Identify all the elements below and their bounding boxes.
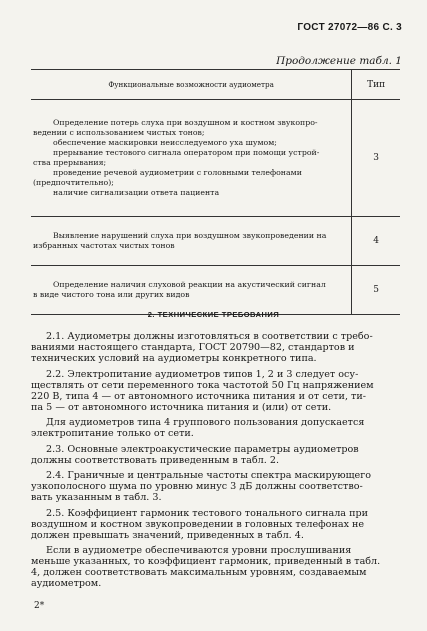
paragraph-2-2-note <box>31 417 400 439</box>
text-line: вать указанным в табл. 3. <box>31 492 162 503</box>
cell-line: в виде чистого тона или других видов <box>33 290 190 299</box>
text-line: 220 В, типа 4 — от автономного источника питания и от сети, ти- <box>31 390 366 402</box>
type-cell: 3 <box>352 100 400 217</box>
cell-line: обеспечение маскировки неисследуемого уха шумом; <box>53 138 277 147</box>
column-header-functions: Функциональные возможности аудиометра <box>31 70 352 100</box>
section-title: 2. ТЕХНИЧЕСКИЕ ТРЕБОВАНИЯ <box>147 310 280 319</box>
cell-line: ства прерывания; <box>33 158 107 167</box>
text-line: должен превышать значений, приведенных в табл. 4. <box>31 529 304 541</box>
text-line: 2.3. Основные электроакустические параметры аудиометров <box>46 443 359 455</box>
cell-line: прерывание тестового сигнала оператором при помощи устрой- <box>53 148 320 157</box>
text-line: воздушном и костном звукопроведении в головных телефонах не <box>31 518 365 530</box>
paragraph-2-3 <box>31 444 400 466</box>
text-line: узкополосного шума по уровню минус 3 дБ должны соответство- <box>31 481 363 492</box>
cell-line: проведение речевой аудиометрии с головными телефонами <box>53 168 302 177</box>
table-header-row <box>31 70 400 100</box>
text-line: технических условий на аудиометры конкретного типа. <box>31 353 317 364</box>
column-header-type: Тип <box>352 70 400 100</box>
text-line: па 5 — от автономного источника питания и (или) от сети. <box>31 401 332 413</box>
text-line: ществлять от сети переменного тока частотой 50 Гц напряжением <box>31 379 374 391</box>
paragraph-2-1 <box>31 331 400 364</box>
cell-line: Определение потерь слуха при воздушном и костном звукопро- <box>53 118 318 127</box>
paragraph-2-5-note <box>31 545 400 589</box>
text-line: 2.1. Аудиометры должны изготовляться в соответствии с требо- <box>46 331 373 342</box>
paragraph-2-2 <box>31 369 400 413</box>
text-line: должны соответствовать приведенным в табл. 2. <box>31 454 279 466</box>
text-line: Если в аудиометре обеспечиваются уровни прослушивания <box>46 545 352 556</box>
paragraph-2-5 <box>31 508 400 541</box>
table-row <box>31 266 400 315</box>
text-line: 4, должен соответствовать максимальным уровням, создаваемым <box>31 567 367 578</box>
function-cell <box>31 100 352 217</box>
functions-table <box>31 69 400 315</box>
cell-line: избранных частотах чистых тонов <box>33 241 175 250</box>
text-line: меньше указанных, то коэффициент гармоник, приведенный в табл. <box>31 556 381 567</box>
type-cell: 4 <box>352 217 400 266</box>
cell-line: наличие сигнализации ответа пациента <box>53 188 220 197</box>
table-row <box>31 217 400 266</box>
text-line: электропитание только от сети. <box>31 428 194 439</box>
cell-line: (предпочтительно); <box>33 178 114 187</box>
table-row <box>31 100 400 217</box>
page-header: ГОСТ 27072—86 С. 3 <box>297 22 402 33</box>
function-cell <box>31 266 352 315</box>
function-cell <box>31 217 352 266</box>
body-text <box>31 331 400 594</box>
text-line: 2.2. Электропитание аудиометров типов 1, 2 и 3 следует осу- <box>46 368 359 380</box>
text-line: 2.5. Коэффициент гармоник тестового тонального сигнала при <box>46 507 369 519</box>
text-line: аудиометром. <box>31 578 102 589</box>
text-line: 2.4. Граничные и центральные частоты спектра маскирующего <box>46 470 372 481</box>
type-cell: 5 <box>352 266 400 315</box>
cell-line: Определение наличия слуховой реакции на акустический сигнал <box>53 280 326 289</box>
page-footer-mark: 2* <box>34 601 45 611</box>
paragraph-2-4 <box>31 470 400 503</box>
cell-line: ведении с использованием чистых тонов; <box>33 128 205 137</box>
table-continuation-label: Продолжение табл. 1 <box>276 55 402 67</box>
text-line: ваниями настоящего стандарта, ГОСТ 20790—82, стандартов и <box>31 342 355 353</box>
text-line: Для аудиометров типа 4 группового пользования допускается <box>46 417 365 428</box>
cell-line: Выявление нарушений слуха при воздушном звукопроведении на <box>53 231 327 240</box>
